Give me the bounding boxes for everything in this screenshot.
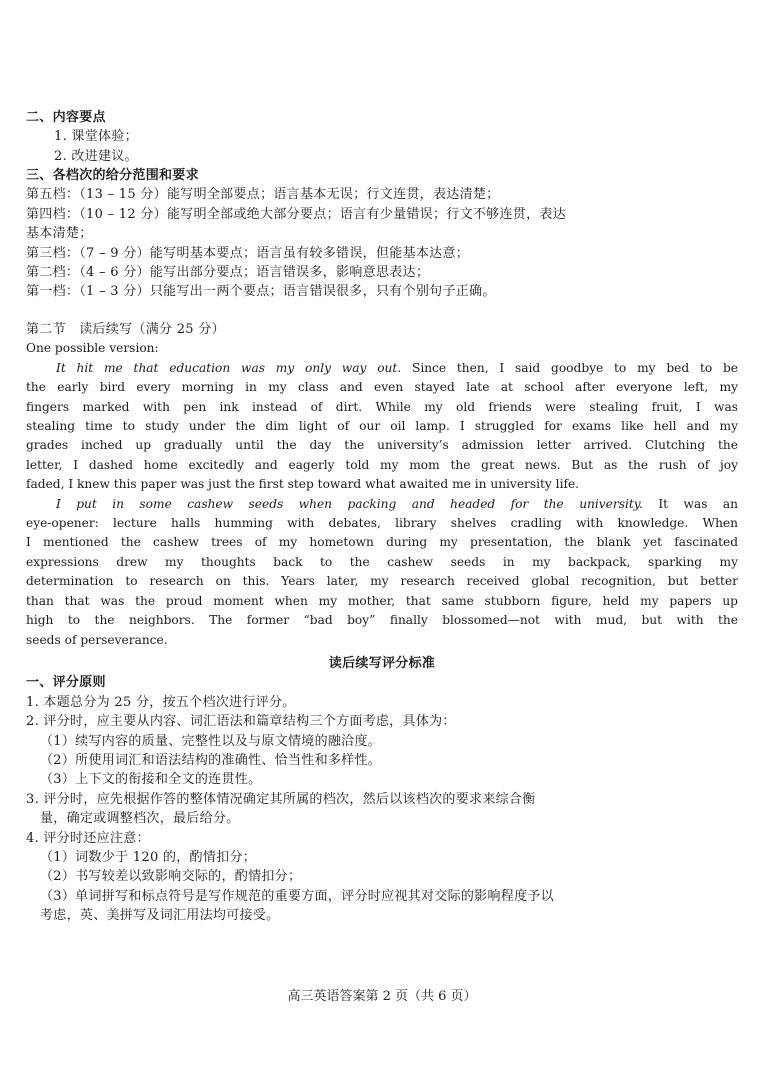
grade-line: 第五档：（13 – 15 分）能写明全部要点；语言基本无误；行文连贯，表达清楚；: [26, 187, 500, 203]
grade-line: 第一档：（1 – 3 分）只能写出一两个要点；语言错误很多，只有个别句子正确。: [26, 284, 496, 300]
grade-line: 第三档：（7 – 9 分）能写明基本要点；语言虽有较多错误，但能基本达意；: [26, 245, 470, 261]
essay-line: stealing time to study under the dim light of our oil lamp. I struggled for exams like hell and my: [26, 419, 738, 434]
grade-line: 第四档：（10 – 12 分）能写明全部或绝大部分要点；语言有少量错误；行文不够连贯，表达: [26, 206, 566, 222]
criteria-line: （2）书写较差以致影响交际的，酌情扣分；: [40, 869, 302, 885]
para1-topic-sentence: It hit me that education was my only way out.: [56, 360, 402, 375]
section-two-title: 第二节 读后续写（满分 25 分）: [26, 322, 225, 337]
grade-line: 第二档：（4 – 6 分）能写出部分要点；语言错误多，影响意思表达；: [26, 265, 430, 281]
grade-ranges-section: [26, 166, 738, 302]
criteria-title: 读后续写评分标准: [328, 656, 436, 671]
essay-line: expressions drew my thoughts back to the cashew seeds in my backpack, sparking my: [26, 554, 738, 569]
para1-line1-rest: Since then, I said goodbye to my bed to be: [401, 360, 738, 375]
criteria-line: 考虑，英、美拼写及词汇用法均可接受。: [40, 908, 280, 924]
grade-ranges-heading: 三、各档次的给分范围和要求: [26, 168, 199, 183]
scoring-criteria-section: [26, 654, 738, 926]
criteria-line: （1）续写内容的质量、完整性以及与原文情境的融洽度。: [40, 733, 382, 749]
criteria-line: 3. 评分时，应先根据作答的整体情况确定其所属的档次，然后以该档次的要求来综合衡: [26, 791, 536, 807]
essay-line: grades inched up gradually until the day the university’s admission letter arrived. Clutching the: [26, 438, 738, 453]
criteria-line: （1）词数少于 120 的，酌情扣分；: [40, 850, 257, 866]
criteria-line: 4. 评分时还应注意：: [26, 830, 150, 846]
criteria-principles-heading: 一、评分原则: [26, 675, 106, 691]
essay-line: than that was the proud moment when my mother, that same stubborn figure, held my papers up: [26, 593, 738, 608]
essay-line: seeds of perseverance.: [26, 632, 168, 647]
essay-line: [26, 495, 738, 514]
para2-topic-sentence: I put in some cashew seeds when packing and headed for the university.: [56, 496, 643, 511]
criteria-line: 量，确定或调整档次，最后给分。: [40, 811, 240, 827]
content-points-section: [26, 108, 738, 166]
criteria-line: （3）单词拼写和标点符号是写作规范的重要方面，评分时应视其对交际的影响程度予以: [40, 888, 554, 904]
criteria-line: （3）上下文的衔接和全文的连贯性。: [40, 772, 262, 788]
essay-line: letter, I dashed home excitedly and eagerly told my mom the great news. But as the rush of joy: [26, 457, 738, 472]
essay-line: fingers marked with pen ink instead of dirt. While my old friends were stealing fruit, I was: [26, 399, 738, 414]
content-point-item: 2. 改进建议。: [54, 148, 138, 164]
essay-line: I mentioned the cashew trees of my hometown during my presentation, the blank yet fascinated: [26, 535, 738, 550]
criteria-line: （2）所使用词汇和语法结构的准确性、恰当性和多样性。: [40, 753, 382, 769]
essay-line: faded, I knew this paper was just the first step toward what awaited me in university life.: [26, 477, 580, 492]
essay-line: the early bird every morning in my class and even stayed late at school after everyone left, my: [26, 380, 738, 395]
essay-line: eye-opener: lecture halls humming with debates, library shelves cradling with knowledge. When: [26, 516, 738, 531]
essay-line: [26, 359, 738, 378]
grade-line: 基本清楚；: [26, 226, 93, 242]
content-point-item: 1. 课堂体验；: [54, 129, 138, 145]
criteria-line: 2. 评分时，应主要从内容、词汇语法和篇章结构三个方面考虑，具体为：: [26, 714, 456, 730]
essay-line: determination to research on this. Years later, my research received global recognition, but better: [26, 574, 738, 589]
para2-line1-rest: It was an: [642, 496, 738, 511]
criteria-line: 1. 本题总分为 25 分，按五个档次进行评分。: [26, 694, 296, 710]
continuation-writing-section: [26, 320, 738, 650]
version-label: One possible version:: [26, 341, 159, 356]
page-footer: 高三英语答案第 2 页（共 6 页）: [287, 989, 477, 1004]
content-points-heading: 二、内容要点: [26, 110, 106, 125]
essay-line: high to the neighbors. The former “bad boy” finally blossomed—not with mud, but with the: [26, 613, 738, 628]
